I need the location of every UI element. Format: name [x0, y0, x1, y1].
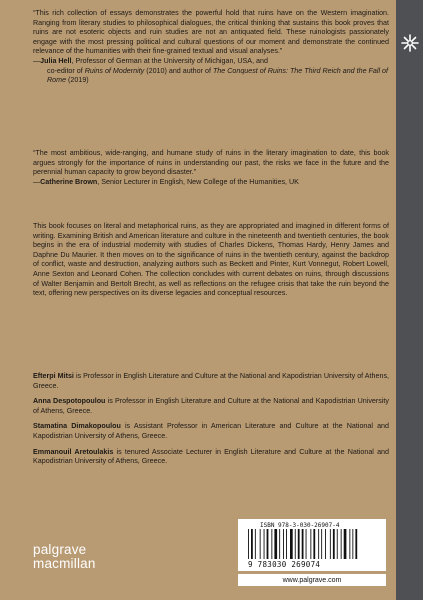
- publisher-name-line2: macmillan: [33, 556, 96, 571]
- barcode-bar: [341, 529, 342, 559]
- endorsement-2-author: Catherine Brown: [40, 177, 98, 186]
- barcode-bar: [349, 529, 350, 559]
- endorsement-1: [33, 9, 389, 86]
- barcode-bar: [344, 529, 347, 559]
- barcode-bar: [352, 529, 353, 559]
- palgrave-star-icon: [396, 28, 423, 58]
- barcode-bar: [255, 529, 256, 559]
- endorsement-2: [33, 149, 389, 187]
- endorsement-1-attribution: —Julia Hell, Professor of German at the University of Michigan, USA, and: [33, 56, 268, 65]
- barcode-bar: [302, 529, 304, 559]
- bio-item: Anna Despotopoulou is Professor in English Literature and Culture at the National and Kapodistrian University of Athens, Greece.: [33, 397, 389, 415]
- spine-strip: [396, 0, 423, 600]
- barcode-bar: [298, 529, 300, 559]
- bio-item: Emmanouil Aretoulakis is tenured Associate Lecturer in English Literature and Culture at the National and Kapodistrian University of Athens, Greece.: [33, 447, 389, 466]
- barcode-bar: [355, 529, 357, 559]
- endorsement-1-books: co-editor of Ruins of Modernity (2010) and author of The Conquest of Ruins: The Third Reich and the Fall of Rome (2019): [47, 66, 388, 85]
- barcode-bar: [274, 529, 277, 559]
- barcode-bar: [321, 529, 322, 559]
- barcode-bar: [251, 529, 253, 559]
- barcode-bar: [248, 529, 249, 559]
- barcode-bar: [260, 529, 261, 559]
- barcode-bar: [333, 529, 335, 559]
- isbn-label: ISBN 978-3-030-26907-4: [260, 522, 340, 529]
- bio-item: Efterpi Mitsi is Professor in English Literature and Culture at the National and Kapodistrian University of Athens, Greece.: [33, 372, 389, 390]
- book-description: [33, 222, 389, 299]
- barcode-bar: [271, 529, 272, 559]
- barcode-bar: [290, 529, 293, 559]
- barcode-bar: [286, 529, 287, 559]
- barcode-bar: [337, 529, 338, 559]
- barcode-bars: [246, 529, 378, 559]
- editor-bios: [33, 372, 389, 473]
- barcode-bar: [279, 529, 280, 559]
- barcode-bar: [310, 529, 311, 559]
- endorsement-2-attribution: —Catherine Brown, Senior Lecturer in English, New College of the Humanities, UK: [33, 177, 299, 186]
- barcode-bar: [313, 529, 315, 559]
- barcode-bar: [295, 529, 296, 559]
- description-text: This book focuses on literal and metaphorical ruins, as they are appropriated and imagined in different forms of writing. Examining British and American literature and culture in the nineteenth and twentieth centuries, the book begins in the era of industrial modernity with studies of Charles Dickens, Thomas Hardy, Henry James and Daphne Du Maurier. It then moves on to the significance of ruins in the twentieth century, against the backdrop of conflict, waste and destruction, analyzing authors such as Beckett and Pinter, Kurt Vonnegut, Robert Lowell, Anne Sexton and Leonard Cohen. The collection concludes with current debates on ruins, through discussions of Walter Benjamin and Bertolt Brecht, as well as reflections on the refugee crisis that take the ruin beyond the text, offering new perspectives on its diverse legacies and conceptual resources.: [33, 222, 389, 298]
- barcode-bar: [330, 529, 331, 559]
- barcode: [238, 519, 386, 571]
- barcode-bar: [325, 529, 326, 559]
- publisher-logo: [33, 543, 96, 571]
- barcode-bar: [306, 529, 307, 559]
- publisher-name-line1: palgrave: [33, 542, 87, 557]
- barcode-bar: [267, 529, 269, 559]
- website-url: www.palgrave.com: [238, 574, 386, 586]
- bio-item: Stamatina Dimakopoulou is Assistant Professor in American Literature and Culture at the National and Kapodistrian University of Athens, Greece.: [33, 422, 390, 440]
- endorsement-1-author: Julia Hell: [40, 56, 72, 65]
- barcode-bar: [318, 529, 319, 559]
- barcode-bar: [264, 529, 265, 559]
- endorsement-1-quote: “This rich collection of essays demonstrates the powerful hold that ruins have on the Western imagination. Ranging from literary studies to philosophical dialogues, the critical thinking that sustains this book proves that ruins are not esoteric objects and ruin studies are not an antiquated field. These ruinologists passionately engage with the most pressing political and cultural questions of our moment and demonstrate the continued relevance of the humanities with their fine-grained textual and visual analyses.”: [33, 9, 389, 56]
- barcode-bar: [283, 529, 284, 559]
- barcode-digits: 9 783030 269074: [248, 560, 321, 569]
- endorsement-2-quote: “The most ambitious, wide-ranging, and humane study of ruins in the literary imagination to date, this book argues strongly for the importance of ruins in understanding our past, the risks we face in the future and the perennial human capacity to grow beyond disaster.”: [33, 149, 389, 177]
